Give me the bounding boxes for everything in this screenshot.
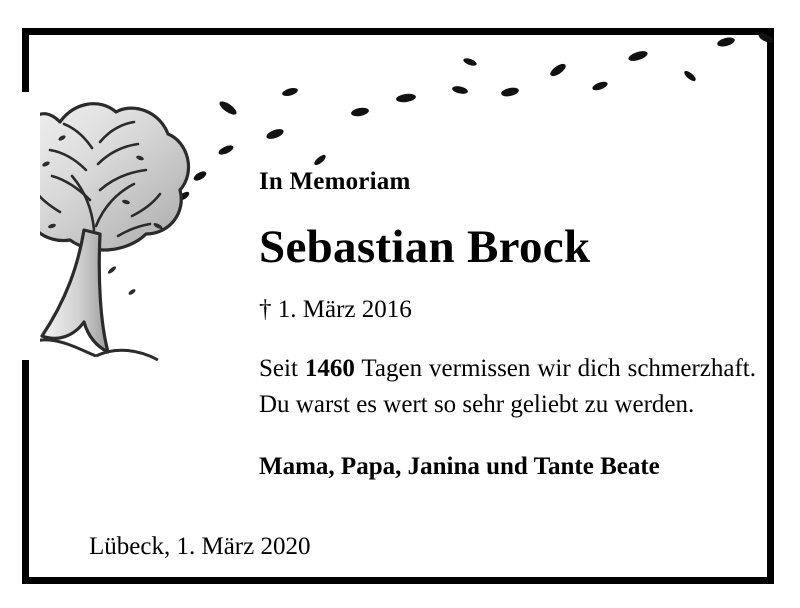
memorial-message bbox=[259, 351, 756, 422]
death-date: 1. März 2016 bbox=[277, 296, 412, 324]
days-count: 1460 bbox=[304, 355, 355, 383]
place-and-date: Lübeck, 1. März 2020 bbox=[89, 533, 311, 560]
in-memoriam-heading: In Memoriam bbox=[259, 168, 411, 195]
memoriam-text-block bbox=[259, 168, 759, 482]
death-date-line bbox=[259, 295, 759, 325]
signatories: Mama, Papa, Janina und Tante Beate bbox=[259, 453, 660, 481]
memorial-text-before: Seit bbox=[259, 355, 298, 383]
frame-break-overlay bbox=[0, 92, 40, 360]
cross-symbol: † bbox=[259, 296, 272, 324]
memorial-text-after: Tagen vermissen wir dich schmerzhaft. Du warst es wert so sehr geliebt zu werden. bbox=[259, 355, 756, 418]
deceased-name: Sebastian Brock bbox=[259, 220, 591, 273]
